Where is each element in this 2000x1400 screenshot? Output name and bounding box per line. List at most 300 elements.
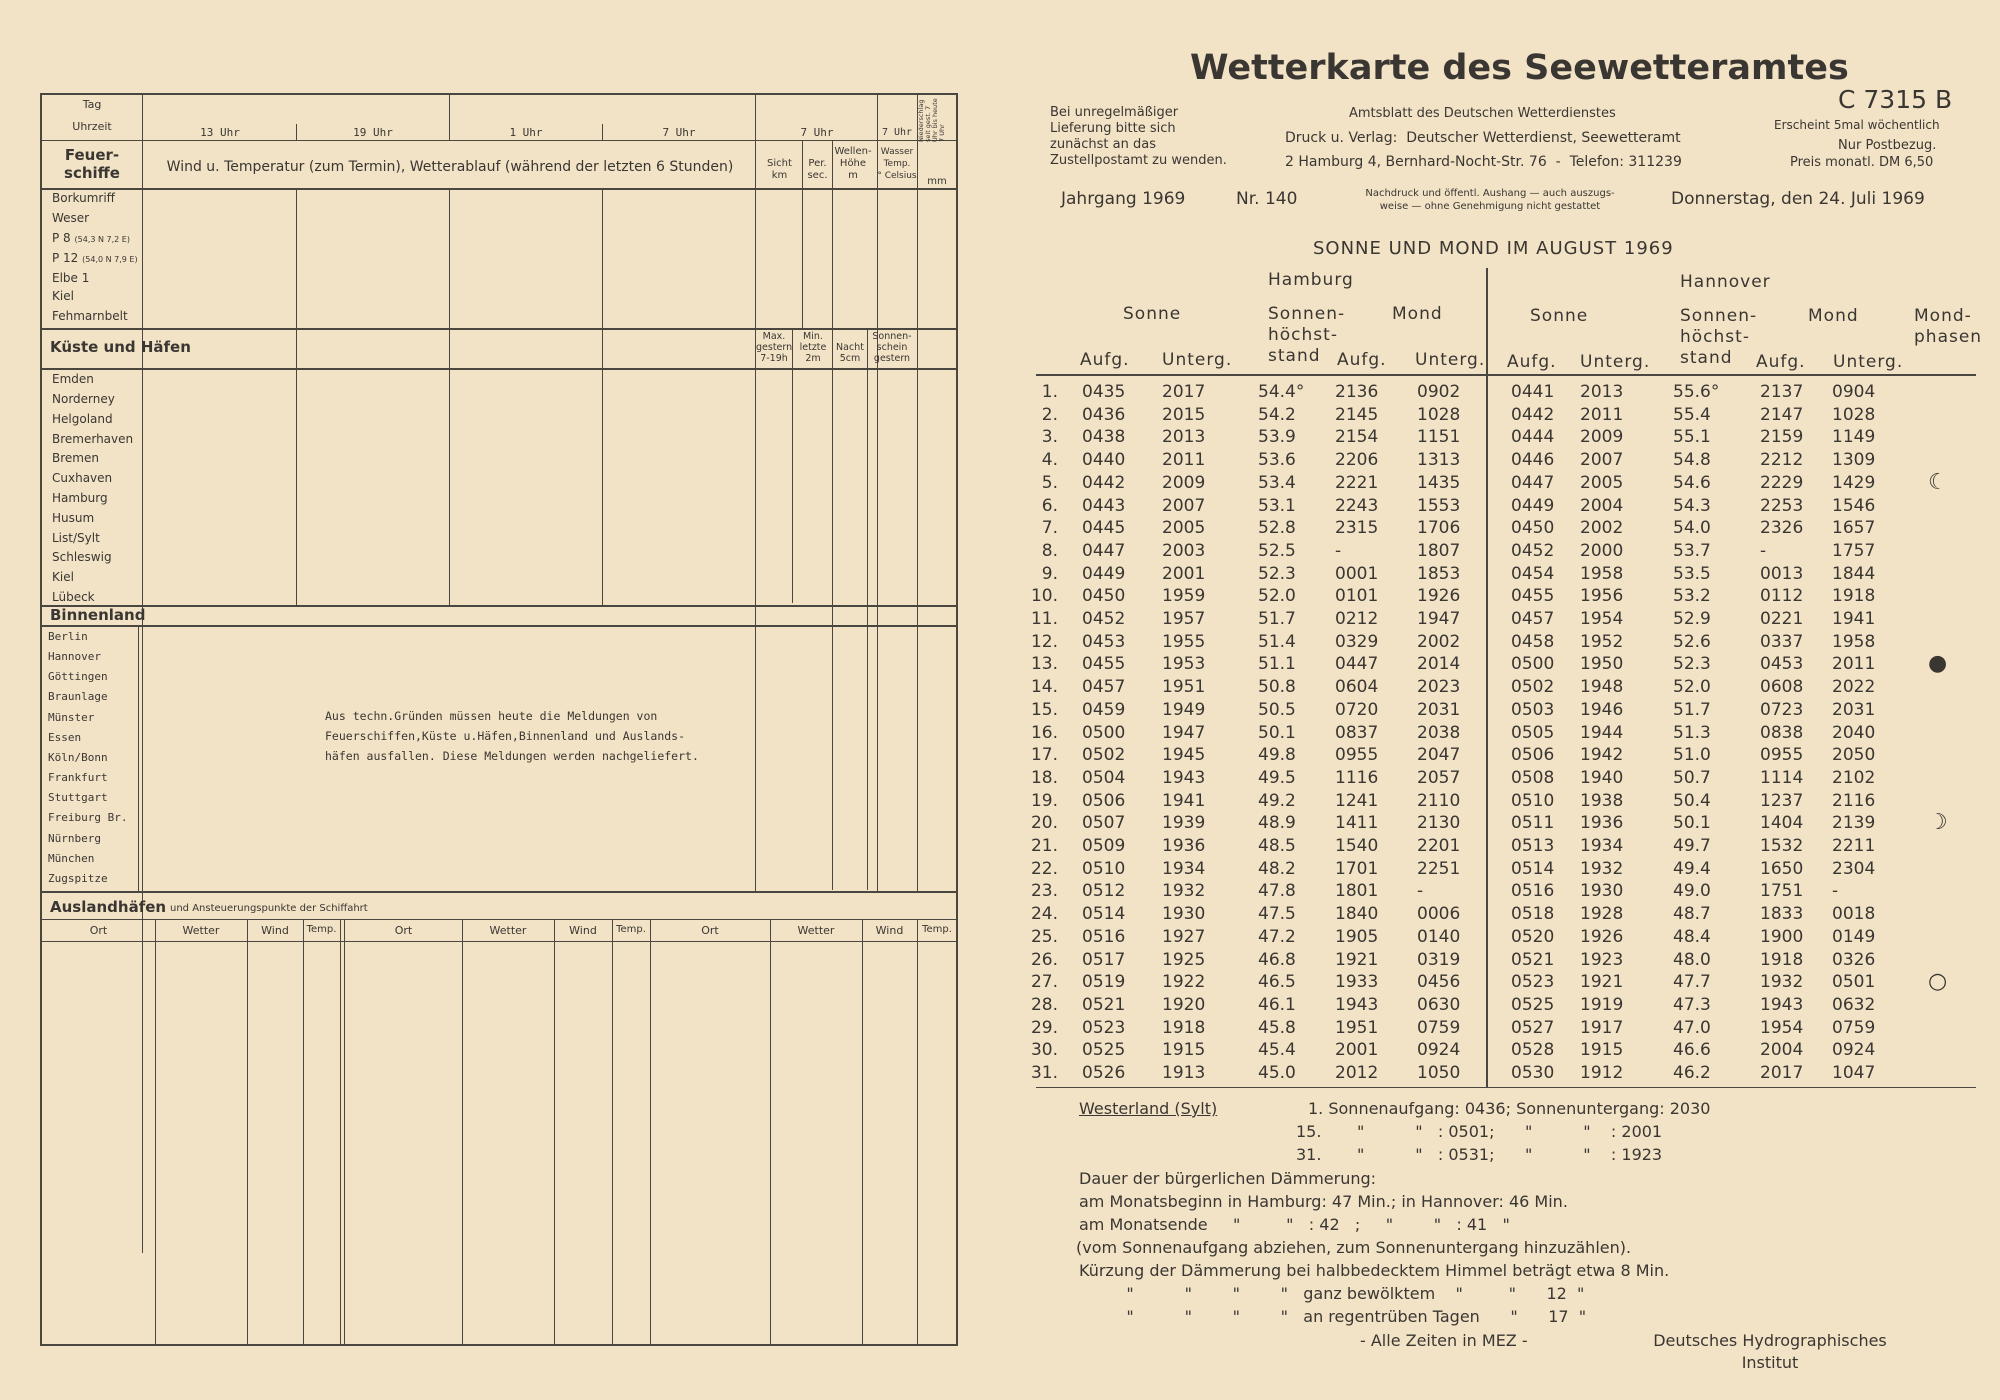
station-frankfurt: Frankfurt	[48, 771, 108, 784]
hn-mond: Mond	[1808, 306, 1859, 326]
cell-hn-moon-rise: 2147	[1760, 404, 1804, 425]
cell-hn-max-alt: 50.1	[1673, 813, 1711, 834]
cell-hn-max-alt: 53.5	[1673, 563, 1711, 584]
cell-hh-max-alt: 49.5	[1258, 767, 1296, 788]
cell-day: 27.	[1030, 972, 1058, 993]
cell-hh-sun-rise: 0526	[1082, 1063, 1126, 1083]
cell-hh-moon-set: 2251	[1417, 858, 1461, 879]
cell-hn-max-alt: 55.1	[1673, 427, 1711, 448]
cell-day: 3.	[1041, 427, 1058, 448]
cell-hn-moon-set: 1757	[1832, 540, 1876, 561]
station-bremerhaven: Bremerhaven	[52, 432, 134, 446]
time-19: 19 Uhr	[353, 126, 393, 139]
cell-day: 11.	[1030, 609, 1058, 629]
westerland-label: Westerland (Sylt)	[1079, 1099, 1218, 1118]
cell-hh-max-alt: 48.2	[1258, 858, 1296, 879]
cell-hn-moon-rise: 0453	[1760, 654, 1804, 675]
daemmerung-line-7: " " " " an regentrüben Tagen " 17 "	[1106, 1307, 1587, 1326]
cell-hh-sun-set: 2017	[1162, 382, 1206, 402]
cell-hn-max-alt: 52.3	[1673, 654, 1711, 675]
feuerschiffe-label: Feuer- schiffe	[64, 146, 120, 182]
cell-day: 4.	[1041, 450, 1058, 471]
cell-hn-max-alt: 50.7	[1673, 767, 1711, 788]
col-wind-2: Wind	[569, 924, 597, 937]
cell-hn-moon-rise: 0723	[1760, 699, 1804, 720]
daemmerung-line-6: " " " " ganz bewölktem " " 12 "	[1106, 1284, 1585, 1303]
station-p12: P 12 (54,0 N 7,9 E)	[52, 251, 138, 265]
cell-hh-moon-rise: 0720	[1335, 699, 1379, 720]
cell-hn-moon-set: 1657	[1832, 518, 1876, 539]
cell-day: 22.	[1030, 858, 1058, 879]
cell-hh-moon-set: 2038	[1417, 722, 1461, 743]
cell-hh-moon-set: 2110	[1417, 790, 1461, 811]
cell-hh-sun-set: 1915	[1162, 1040, 1206, 1061]
station-bremen: Bremen	[52, 451, 99, 465]
cell-hh-moon-set: 1807	[1417, 540, 1461, 561]
col-ort-2: Ort	[394, 924, 413, 937]
station-cuxhaven: Cuxhaven	[52, 471, 113, 485]
cell-hh-max-alt: 53.9	[1258, 427, 1296, 448]
westerland-line-2: 15. " " : 0501; " " : 2001	[1296, 1122, 1663, 1141]
cell-hh-moon-rise: 0837	[1335, 722, 1379, 743]
cell-hn-sun-rise: 0530	[1511, 1063, 1555, 1083]
cell-hn-sun-set: 1928	[1580, 904, 1624, 925]
cell-hh-sun-rise: 0517	[1082, 949, 1126, 970]
cell-hh-sun-rise: 0443	[1082, 495, 1126, 516]
cell-moon-phase: ☾	[1928, 469, 1948, 495]
station-elbe1: Elbe 1	[52, 271, 90, 285]
cell-hh-moon-rise: 1801	[1335, 881, 1379, 902]
hn-mond-aufg: Aufg.	[1756, 352, 1806, 372]
cell-hn-moon-rise: -	[1760, 540, 1767, 561]
cell-hh-sun-set: 1941	[1162, 790, 1206, 811]
cell-day: 1.	[1041, 382, 1058, 402]
cell-hh-max-alt: 52.3	[1258, 563, 1296, 584]
mm-label: mm	[927, 176, 947, 187]
cell-hh-max-alt: 50.1	[1258, 722, 1296, 743]
cell-hn-max-alt: 49.7	[1673, 836, 1711, 856]
cell-hh-moon-set: 2047	[1417, 745, 1461, 766]
cell-hh-max-alt: 51.7	[1258, 609, 1296, 629]
cell-hh-sun-rise: 0507	[1082, 813, 1126, 834]
cell-moon-phase: ●	[1928, 651, 1948, 677]
cell-hn-moon-set: 1309	[1832, 450, 1876, 471]
cell-hh-max-alt: 49.2	[1258, 790, 1296, 811]
cell-hn-moon-set: 0326	[1832, 949, 1876, 970]
cell-hn-sun-rise: 0449	[1511, 495, 1555, 516]
cell-hn-sun-set: 1952	[1580, 631, 1624, 652]
cell-hh-moon-set: 1553	[1417, 495, 1461, 516]
westerland-line-3: 31. " " : 0531; " " : 1923	[1296, 1145, 1663, 1164]
time-1: 1 Uhr	[509, 126, 543, 139]
cell-hh-max-alt: 53.4	[1258, 472, 1296, 493]
cell-hh-sun-rise: 0510	[1082, 858, 1126, 879]
cell-hh-max-alt: 46.5	[1258, 972, 1296, 993]
cell-hn-moon-set: 0924	[1832, 1040, 1876, 1061]
cell-moon-phase: ☽	[1928, 810, 1948, 836]
cell-hh-max-alt: 46.8	[1258, 949, 1296, 970]
cell-hh-sun-set: 1939	[1162, 813, 1206, 834]
cell-hn-sun-rise: 0511	[1511, 813, 1555, 834]
hn-hoechststand: Sonnen- höchst- stand	[1680, 306, 1758, 368]
time-7-sicht: 7 Uhr	[800, 126, 834, 139]
cell-hn-sun-rise: 0516	[1511, 881, 1555, 902]
cancellation-note: Aus techn.Gründen müssen heute die Meldungen von Feuerschiffen,Küste u.Häfen,Binnenland und Auslands- häfen ausfallen. Diese Meldungen werden nachgeliefert.	[325, 709, 699, 763]
cell-day: 21.	[1030, 836, 1058, 856]
cell-hn-sun-rise: 0500	[1511, 654, 1555, 675]
cell-hh-moon-rise: 2136	[1335, 382, 1379, 402]
cell-hh-max-alt: 53.1	[1258, 495, 1296, 516]
cell-hn-sun-rise: 0528	[1511, 1040, 1555, 1061]
cell-hn-sun-set: 2011	[1580, 404, 1624, 425]
cell-hn-moon-rise: 1932	[1760, 972, 1804, 993]
cell-hh-sun-rise: 0445	[1082, 518, 1126, 539]
cell-hh-sun-rise: 0521	[1082, 994, 1126, 1015]
cell-hn-max-alt: 51.0	[1673, 745, 1711, 766]
col-wetter-1: Wetter	[182, 924, 220, 937]
uhrzeit-label: Uhrzeit	[72, 120, 112, 133]
cell-hn-moon-rise: 1900	[1760, 926, 1804, 947]
cell-hh-sun-set: 1957	[1162, 609, 1206, 629]
station-muenster: Münster	[48, 711, 95, 724]
cell-hn-max-alt: 54.6	[1673, 472, 1711, 493]
cell-day: 14.	[1030, 677, 1058, 698]
cell-hh-max-alt: 53.6	[1258, 450, 1296, 471]
cell-hh-moon-set: 2014	[1417, 654, 1461, 675]
cell-hn-sun-rise: 0441	[1511, 382, 1555, 402]
hh-mond-unterg: Unterg.	[1415, 350, 1486, 370]
cell-hh-moon-rise: 2145	[1335, 404, 1379, 425]
time-7: 7 Uhr	[662, 126, 696, 139]
cell-hh-sun-set: 1930	[1162, 904, 1206, 925]
cell-hh-sun-rise: 0516	[1082, 926, 1126, 947]
cell-hh-max-alt: 45.4	[1258, 1040, 1296, 1061]
cell-hn-sun-set: 1912	[1580, 1063, 1624, 1083]
wasser-label: Wasser Temp. ° Celsius	[877, 147, 917, 181]
page-title: Wetterkarte des Seewetteramtes	[1190, 48, 1849, 88]
cell-hh-sun-rise: 0435	[1082, 382, 1126, 402]
cell-hh-moon-rise: 2315	[1335, 518, 1379, 539]
cell-hh-moon-rise: 1116	[1335, 767, 1379, 788]
cell-hn-moon-set: 1918	[1832, 586, 1876, 607]
cell-hn-sun-set: 2013	[1580, 382, 1624, 402]
cell-hn-moon-rise: 2159	[1760, 427, 1804, 448]
cell-hn-max-alt: 48.7	[1673, 904, 1711, 925]
cell-hn-moon-set: 2040	[1832, 722, 1876, 743]
cell-hh-sun-set: 1920	[1162, 994, 1206, 1015]
col-wind-3: Wind	[875, 924, 904, 937]
westerland-line-1: 1. Sonnenaufgang: 0436; Sonnenuntergang: 2030	[1308, 1099, 1711, 1118]
col-temp-3: Temp.	[922, 924, 952, 935]
cell-hh-sun-rise: 0457	[1082, 677, 1126, 698]
cell-hn-moon-set: 2139	[1832, 813, 1876, 834]
cell-hh-moon-set: 0924	[1417, 1040, 1461, 1061]
cell-hn-moon-set: 2211	[1832, 836, 1876, 856]
cell-day: 24.	[1030, 904, 1058, 925]
cell-day: 28.	[1030, 994, 1058, 1015]
cell-hn-moon-set: 2011	[1832, 654, 1876, 675]
cell-hh-sun-set: 1936	[1162, 836, 1206, 856]
cell-hn-moon-set: 2102	[1832, 767, 1876, 788]
cell-hh-sun-rise: 0452	[1082, 609, 1126, 629]
cell-hn-sun-set: 1956	[1580, 586, 1624, 607]
cell-hn-sun-set: 1950	[1580, 654, 1624, 675]
cell-hh-sun-set: 2007	[1162, 495, 1206, 516]
wind-temp-header: Wind u. Temperatur (zum Termin), Wetterablauf (während der letzten 6 Stunden)	[166, 159, 734, 175]
sicht-label: Sicht km	[767, 158, 792, 181]
cell-hn-max-alt: 46.6	[1673, 1040, 1711, 1061]
cell-hh-moon-set: 0006	[1417, 904, 1461, 925]
cell-hh-moon-set: 1050	[1417, 1063, 1461, 1083]
cell-hh-moon-rise: 1840	[1335, 904, 1379, 925]
time-7-wasser: 7 Uhr	[881, 127, 913, 138]
cell-hh-sun-rise: 0525	[1082, 1040, 1126, 1061]
cell-hh-moon-set: 2201	[1417, 836, 1461, 856]
cell-hn-moon-set: 1028	[1832, 404, 1876, 425]
hh-mond-aufg: Aufg.	[1337, 350, 1387, 370]
cell-hn-moon-set: 0501	[1832, 972, 1876, 993]
cell-hn-sun-rise: 0450	[1511, 518, 1555, 539]
cell-hh-max-alt: 47.5	[1258, 904, 1296, 925]
station-kiel: Kiel	[52, 570, 74, 584]
auslandhaefen-sub: und Ansteuerungspunkte der Schiffahrt	[170, 903, 368, 914]
cell-hn-sun-set: 1932	[1580, 858, 1624, 879]
amtsblatt: Amtsblatt des Deutschen Wetterdienstes	[1349, 106, 1616, 121]
cell-hn-moon-set: 1844	[1832, 563, 1876, 584]
cell-hh-moon-rise: 0001	[1335, 563, 1379, 584]
cell-hn-max-alt: 51.7	[1673, 699, 1711, 720]
table-title: SONNE UND MOND IM AUGUST 1969	[1313, 238, 1674, 259]
cell-hh-sun-rise: 0436	[1082, 404, 1126, 425]
cell-day: 7.	[1041, 518, 1058, 539]
hh-sonne: Sonne	[1123, 304, 1182, 324]
cell-hn-moon-rise: 0221	[1760, 609, 1804, 629]
col-wind-1: Wind	[261, 924, 289, 937]
address: 2 Hamburg 4, Bernhard-Nocht-Str. 76 - Telefon: 311239	[1285, 154, 1682, 170]
cell-hh-moon-rise: 0329	[1335, 631, 1379, 652]
cell-hn-moon-rise: 1404	[1760, 813, 1804, 834]
cell-hn-sun-set: 2002	[1580, 518, 1624, 539]
cell-hn-sun-rise: 0523	[1511, 972, 1555, 993]
cell-day: 29.	[1030, 1017, 1058, 1038]
cell-hn-max-alt: 51.3	[1673, 722, 1711, 743]
cell-day: 16.	[1030, 722, 1058, 743]
hn-sonne: Sonne	[1530, 306, 1589, 326]
cell-hn-moon-rise: 1237	[1760, 790, 1804, 811]
cell-hh-max-alt: 50.8	[1258, 677, 1296, 698]
cell-hh-moon-rise: -	[1335, 540, 1342, 561]
binnenland-label: Binnenland	[50, 606, 146, 624]
cell-hh-moon-rise: 0447	[1335, 654, 1379, 675]
cell-hn-max-alt: 54.3	[1673, 495, 1711, 516]
cell-hh-sun-set: 2003	[1162, 540, 1206, 561]
auslandhaefen-label: Auslandhäfen	[50, 898, 167, 916]
hh-aufg: Aufg.	[1080, 350, 1130, 370]
daemmerung-line-5: Kürzung der Dämmerung bei halbbedecktem Himmel beträgt etwa 8 Min.	[1079, 1261, 1670, 1280]
cell-hh-sun-set: 2001	[1162, 563, 1206, 584]
cell-day: 20.	[1030, 813, 1058, 834]
station-muenchen: München	[48, 852, 95, 865]
nacht-label: Nacht 5cm	[836, 342, 864, 364]
cell-hn-moon-rise: 2212	[1760, 450, 1804, 471]
cell-hh-sun-rise: 0523	[1082, 1017, 1126, 1038]
cell-hn-sun-set: 1958	[1580, 563, 1624, 584]
cell-hn-max-alt: 49.0	[1673, 881, 1711, 902]
col-temp-1: Temp.	[306, 924, 337, 935]
cell-day: 12.	[1030, 631, 1058, 652]
cell-hh-moon-set: 0319	[1417, 949, 1461, 970]
cell-hn-max-alt: 52.9	[1673, 609, 1711, 629]
cell-hh-moon-set: 2057	[1417, 767, 1461, 788]
cell-hh-moon-set: 0902	[1417, 382, 1461, 402]
cell-hh-sun-rise: 0509	[1082, 836, 1126, 856]
cell-hh-max-alt: 50.5	[1258, 699, 1296, 720]
station-berlin: Berlin	[48, 630, 88, 643]
cell-hh-max-alt: 47.2	[1258, 926, 1296, 947]
cell-hh-moon-rise: 1905	[1335, 926, 1379, 947]
kueste-label: Küste und Häfen	[50, 338, 191, 356]
cell-hh-moon-set: 0630	[1417, 994, 1461, 1015]
station-p8: P 8 (54,3 N 7,2 E)	[52, 231, 130, 245]
cell-day: 8.	[1041, 540, 1058, 561]
cell-hh-sun-set: 1918	[1162, 1017, 1206, 1038]
cell-hh-moon-rise: 1540	[1335, 836, 1379, 856]
cell-hn-max-alt: 50.4	[1673, 790, 1711, 811]
station-hamburg: Hamburg	[52, 491, 108, 505]
cell-hh-sun-rise: 0519	[1082, 972, 1126, 993]
cell-hn-sun-set: 1934	[1580, 836, 1624, 856]
cell-hn-sun-set: 1954	[1580, 609, 1624, 629]
cell-hh-sun-set: 1927	[1162, 926, 1206, 947]
hh-hoechststand: Sonnen- höchst- stand	[1268, 304, 1346, 366]
cell-hn-sun-rise: 0442	[1511, 404, 1555, 425]
cell-hh-sun-set: 1945	[1162, 745, 1206, 766]
cell-hn-max-alt: 48.4	[1673, 926, 1711, 947]
cell-hn-sun-set: 2007	[1580, 450, 1624, 471]
cell-hn-moon-rise: 0013	[1760, 563, 1804, 584]
cell-hn-sun-rise: 0506	[1511, 745, 1555, 766]
jahrgang: Jahrgang 1969	[1061, 189, 1186, 209]
city-hamburg: Hamburg	[1268, 270, 1354, 290]
cell-hh-moon-rise: 0212	[1335, 609, 1379, 629]
cell-hn-sun-set: 1917	[1580, 1017, 1624, 1038]
cell-hn-moon-set: 1429	[1832, 472, 1876, 493]
cell-hn-moon-set: 1546	[1832, 495, 1876, 516]
cell-day: 19.	[1030, 790, 1058, 811]
cell-hn-sun-rise: 0510	[1511, 790, 1555, 811]
daemmerung-line-3: am Monatsende " " : 42 ; " " : 41 "	[1079, 1215, 1510, 1234]
cell-hn-max-alt: 53.2	[1673, 586, 1711, 607]
cell-hh-moon-set: 1313	[1417, 450, 1461, 471]
cell-hn-sun-rise: 0503	[1511, 699, 1555, 720]
cell-hh-sun-rise: 0512	[1082, 881, 1126, 902]
per-label: Per. sec.	[807, 158, 828, 181]
cell-hh-sun-rise: 0440	[1082, 450, 1126, 471]
col-ort-1: Ort	[89, 924, 108, 937]
cell-hh-moon-rise: 1411	[1335, 813, 1379, 834]
cell-hn-sun-rise: 0447	[1511, 472, 1555, 493]
station-fehmarnbelt: Fehmarnbelt	[52, 309, 128, 323]
cell-hh-sun-rise: 0506	[1082, 790, 1126, 811]
institut: Deutsches Hydrographisches Institut	[1653, 1331, 1887, 1372]
station-koeln-bonn: Köln/Bonn	[48, 751, 108, 764]
tag-label: Tag	[82, 98, 102, 111]
cell-hn-moon-rise: 1114	[1760, 767, 1804, 788]
cell-hh-max-alt: 54.4°	[1258, 382, 1305, 402]
cell-moon-phase: ○	[1928, 969, 1948, 995]
cell-hh-moon-rise: 1921	[1335, 949, 1379, 970]
cell-day: 31.	[1030, 1063, 1058, 1083]
cell-hh-moon-set: 0456	[1417, 972, 1461, 993]
cell-hh-sun-rise: 0450	[1082, 586, 1126, 607]
cell-hn-moon-set: 2022	[1832, 677, 1876, 698]
cell-hn-sun-rise: 0513	[1511, 836, 1555, 856]
cell-hh-moon-set: 2002	[1417, 631, 1461, 652]
cell-hn-moon-set: -	[1832, 881, 1839, 902]
cell-hn-sun-set: 1921	[1580, 972, 1624, 993]
cell-hn-sun-set: 1948	[1580, 677, 1624, 698]
cell-hh-sun-rise: 0449	[1082, 563, 1126, 584]
station-helgoland: Helgoland	[52, 412, 113, 426]
cell-hn-moon-rise: 2004	[1760, 1040, 1804, 1061]
cell-hn-sun-set: 1936	[1580, 813, 1624, 834]
sonnenschein-label: Sonnen- schein gestern	[872, 331, 912, 364]
cell-hn-max-alt: 49.4	[1673, 858, 1711, 879]
cell-hh-sun-set: 1913	[1162, 1063, 1206, 1083]
cell-hh-sun-set: 2009	[1162, 472, 1206, 493]
cell-hn-sun-rise: 0457	[1511, 609, 1555, 629]
frequency: Erscheint 5mal wöchentlich	[1774, 118, 1940, 132]
time-13: 13 Uhr	[200, 126, 240, 139]
cell-hn-sun-set: 1930	[1580, 881, 1624, 902]
cell-hh-sun-rise: 0438	[1082, 427, 1126, 448]
cell-hh-max-alt: 52.5	[1258, 540, 1296, 561]
cell-hn-moon-set: 2031	[1832, 699, 1876, 720]
cell-hn-max-alt: 47.0	[1673, 1017, 1711, 1038]
daemmerung-line-1: Dauer der bürgerlichen Dämmerung:	[1079, 1169, 1377, 1188]
cell-hh-moon-set: 1435	[1417, 472, 1461, 493]
hh-unterg: Unterg.	[1162, 350, 1233, 370]
cell-hh-sun-rise: 0459	[1082, 699, 1126, 720]
col-wetter-2: Wetter	[489, 924, 527, 937]
cell-hh-sun-rise: 0514	[1082, 904, 1126, 925]
cell-hn-moon-rise: 1833	[1760, 904, 1804, 925]
cell-hn-moon-rise: 0337	[1760, 631, 1804, 652]
cell-hh-max-alt: 51.1	[1258, 654, 1296, 675]
station-zugspitze: Zugspitze	[48, 872, 108, 885]
cell-hn-max-alt: 47.3	[1673, 994, 1711, 1015]
cell-hh-sun-set: 1934	[1162, 858, 1206, 879]
issue-number: Nr. 140	[1236, 189, 1298, 209]
cell-hn-moon-rise: 1954	[1760, 1017, 1804, 1038]
cell-hh-moon-rise: 1943	[1335, 994, 1379, 1015]
cell-hn-moon-rise: 0608	[1760, 677, 1804, 698]
cell-hn-moon-set: 0018	[1832, 904, 1876, 925]
cell-hh-max-alt: 48.9	[1258, 813, 1296, 834]
cell-hn-sun-rise: 0508	[1511, 767, 1555, 788]
cell-hn-sun-rise: 0521	[1511, 949, 1555, 970]
cell-hn-max-alt: 54.0	[1673, 518, 1711, 539]
cell-day: 30.	[1030, 1040, 1058, 1061]
cell-hh-sun-rise: 0504	[1082, 767, 1126, 788]
issue-date: Donnerstag, den 24. Juli 1969	[1671, 189, 1925, 209]
cell-hn-moon-rise: 1943	[1760, 994, 1804, 1015]
cell-day: 18.	[1030, 767, 1058, 788]
cell-hn-sun-set: 1944	[1580, 722, 1624, 743]
station-stuttgart: Stuttgart	[48, 791, 108, 804]
cell-hh-moon-rise: 1933	[1335, 972, 1379, 993]
cell-hn-max-alt: 52.0	[1673, 677, 1711, 698]
